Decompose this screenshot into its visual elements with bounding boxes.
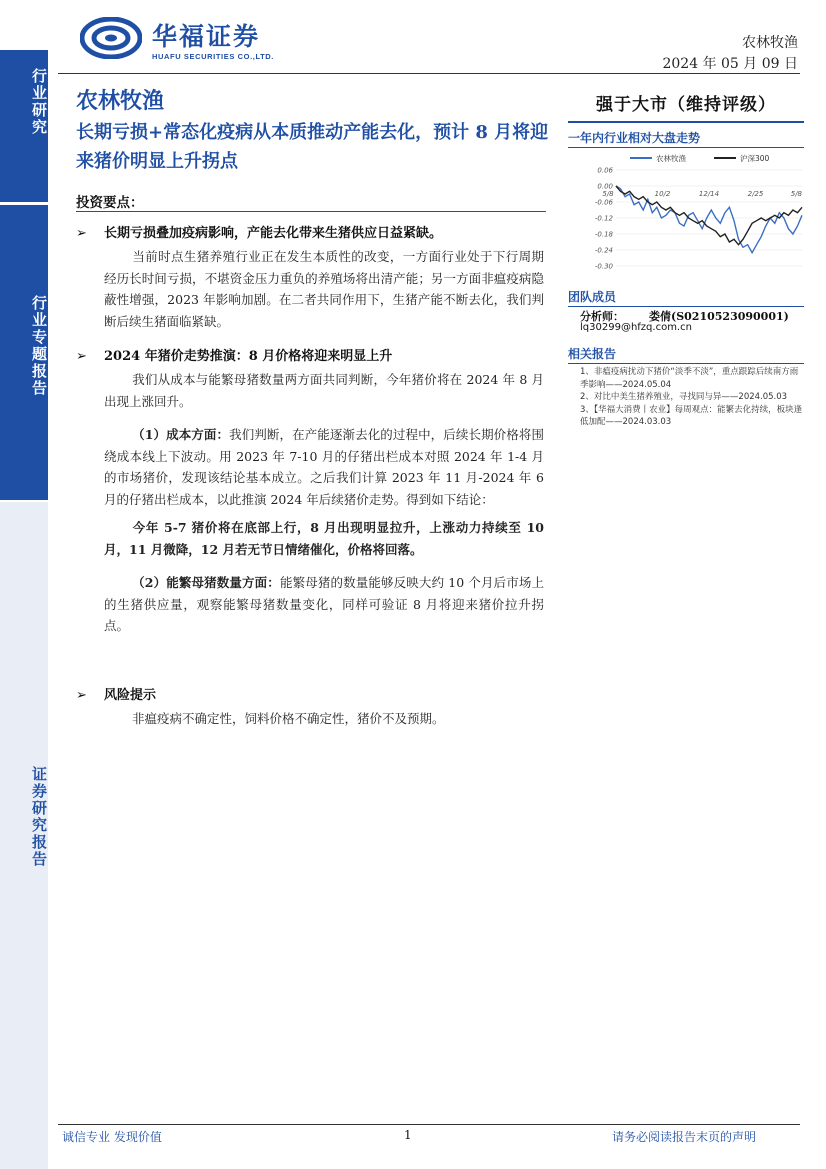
- paragraph-3-conclusion-text: 今年 5-7 猪价将在底部上行，8 月出现明显拉升，上涨动力持续至 10 月，11 月微降，12 月若无节日情绪催化，价格将回落。: [104, 520, 544, 557]
- x-tick-label: 10/2: [654, 190, 671, 198]
- paragraph-1-text: 当前时点生猪养殖行业正在发生本质性的改变，一方面行业处于下行周期经历长时间亏损，不堪资金压力重负的养殖场将出清产能；另一方面非瘟疫病隐蔽性增强，2023 年影响加剧。在二者共同作用下，生猪产能不断去化，我们判断后续生猪面临紧缺。: [104, 249, 544, 329]
- sidebar-section-securities-report: [0, 502, 48, 1169]
- paragraph-3: [104, 424, 544, 510]
- header-divider: [58, 73, 800, 74]
- related-report-item[interactable]: 1、非瘟疫病扰动下猪价“淡季不淡”，重点跟踪后续南方雨季影响——2024.05.04: [580, 367, 799, 390]
- paragraph-4-label: （2）能繁母猪数量方面：: [132, 575, 280, 590]
- paragraph-3-conclusion: [104, 517, 544, 560]
- footer-disclaimer[interactable]: 请务必阅读报告末页的声明: [611, 1130, 756, 1144]
- sidebar-section-industry-research: [0, 50, 48, 202]
- bullet-3: [76, 684, 156, 703]
- paragraph-4-text: 能繁母猪的数量能够反映大约 10 个月后市场上的生猪供应量，观察能繁母猪数量变化，同样可验证 8 月将迎来猪价拉升拐点。: [104, 575, 544, 633]
- rating-label: 强于大市（维持评级）: [596, 95, 776, 115]
- y-tick-label: -0.18: [594, 230, 613, 239]
- arrow-bullet-icon: ➢: [76, 349, 87, 364]
- paragraph-4: [104, 572, 544, 637]
- huafu-logo-icon: [80, 17, 142, 59]
- paragraph-3-label: （1）成本方面：: [132, 427, 230, 442]
- arrow-bullet-icon: ➢: [76, 688, 87, 703]
- logo-text-en: HUAFU SECURITIES CO.,LTD.: [152, 52, 274, 61]
- y-tick-label: -0.30: [594, 262, 613, 271]
- sidebar-label-2: 行业专题报告: [30, 295, 48, 397]
- bullet-2-text: 2024 年猪价走势推演：8 月价格将迎来明显上升: [104, 349, 393, 364]
- team-section-divider: [568, 306, 804, 307]
- analyst-label: 分析师：: [580, 310, 624, 323]
- arrow-bullet-icon: ➢: [76, 226, 87, 241]
- header-date: 2024 年 05 月 09 日: [662, 56, 798, 72]
- x-tick-label: 5/8: [790, 190, 802, 198]
- sector-title: 农林牧渔: [76, 88, 165, 114]
- related-reports-list: [580, 366, 804, 429]
- relative-performance-chart: [580, 148, 810, 274]
- paragraph-2-text: 我们从成本与能繁母猪数量两方面共同判断，今年猪价将在 2024 年 8 月出现上涨回升。: [104, 372, 544, 409]
- related-report-item[interactable]: 3、【华福大消费丨农业】每周观点：能繁去化持续，板块逢低加配——2024.03.03: [580, 404, 803, 427]
- footer-slogan: 诚信专业 发现价值: [62, 1130, 162, 1144]
- x-tick-label: 12/14: [698, 190, 720, 198]
- reports-section-divider: [568, 363, 804, 364]
- legend-label: 沪深300: [740, 154, 770, 163]
- report-title: 长期亏损+常态化疫病从本质推动产能去化，预计 8 月将迎来猪价明显上升拐点: [76, 122, 549, 172]
- footer-divider: [58, 1124, 800, 1125]
- y-tick-label: -0.24: [594, 246, 613, 255]
- paragraph-3-text: 我们判断，在产能逐渐去化的过程中，后续长期价格将围绕成本线上下波动。用 2023 年 7-10 月的仔猪出栏成本对照 2024 年 1-4 月的市场猪价，发现该结论基本成立。之后我们计算 2023 年 11 月-2024 年 6 月的仔猪出栏成本，以此推演 2024 年后续猪价走势。得到如下结论：: [104, 427, 544, 507]
- page-number: 1: [404, 1128, 412, 1142]
- chart-section-title: 一年内行业相对大盘走势: [568, 131, 701, 145]
- y-tick-label: -0.12: [594, 214, 613, 223]
- rating-divider: [568, 121, 804, 123]
- sidebar-label-1: 行业研究: [30, 68, 48, 136]
- analyst-name: 娄倩(S0210523090001): [649, 310, 789, 323]
- y-tick-label: 0.00: [597, 182, 613, 191]
- team-section-title: 团队成员: [568, 290, 617, 304]
- sidebar-label-3: 证券研究报告: [30, 766, 48, 868]
- sidebar-section-special-report: [0, 205, 48, 500]
- paragraph-2: [104, 369, 544, 412]
- related-report-item[interactable]: 2、对比中美生猪养殖业，寻找同与异——2024.05.03: [580, 392, 788, 402]
- bullet-1-text: 长期亏损叠加疫病影响，产能去化带来生猪供应日益紧缺。: [104, 226, 443, 241]
- paragraph-5: [104, 708, 544, 730]
- key-points-title: 投资要点：: [76, 195, 144, 211]
- header-industry: 农林牧渔: [742, 35, 798, 51]
- bullet-3-text: 风险提示: [104, 688, 157, 703]
- paragraph-1: [104, 246, 544, 332]
- analyst-email[interactable]: lq30299@hfzq.com.cn: [580, 322, 692, 333]
- y-tick-label: -0.06: [594, 198, 613, 207]
- bullet-1: [76, 222, 442, 241]
- paragraph-5-text: 非瘟疫病不确定性，饲料价格不确定性，猪价不及预期。: [132, 711, 445, 726]
- x-tick-label: 5/8: [602, 190, 614, 198]
- reports-section-title: 相关报告: [568, 347, 617, 361]
- x-tick-label: 2/25: [747, 190, 764, 198]
- legend-label: 农林牧渔: [656, 154, 686, 163]
- bullet-2: [76, 345, 392, 364]
- y-tick-label: 0.06: [597, 166, 613, 175]
- logo-text-cn: 华福证券: [152, 22, 261, 51]
- key-points-divider: [76, 211, 546, 212]
